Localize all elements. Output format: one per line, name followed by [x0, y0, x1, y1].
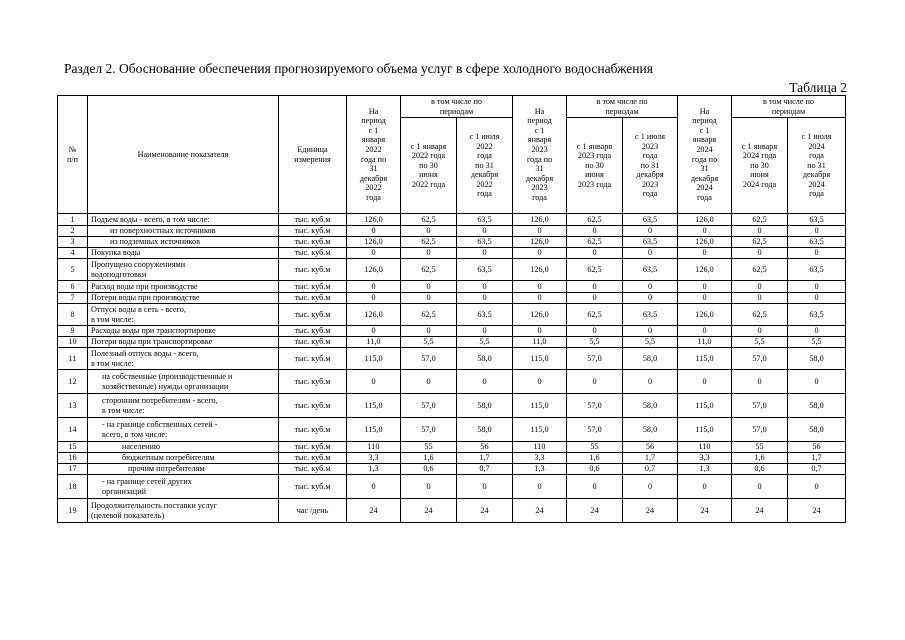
header-h2-2022: с 1 июля 2022 года по 31 декабря 2022 года [457, 118, 513, 214]
row-unit: тыс. куб.м [279, 475, 347, 499]
row-value: 126,0 [513, 304, 567, 326]
row-indicator-name: Расходы воды при транспортировке [88, 326, 279, 337]
row-unit: тыс. куб.м [279, 394, 347, 418]
row-value: 126,0 [678, 304, 732, 326]
row-number: 1 [58, 214, 88, 226]
row-value: 0 [788, 370, 846, 394]
row-value: 1,3 [347, 464, 401, 475]
row-value: 126,0 [347, 237, 401, 248]
row-value: 0,7 [457, 464, 513, 475]
row-value: 0,6 [567, 464, 623, 475]
row-value: 63,5 [623, 304, 678, 326]
header-period-2024: На период с 1 января 2024 года по 31 декабря 2024 года [678, 96, 732, 214]
row-unit: тыс. куб.м [279, 370, 347, 394]
row-value: 0,7 [788, 464, 846, 475]
row-value: 5,5 [457, 337, 513, 348]
table-row [58, 281, 846, 293]
row-value: 62,5 [567, 214, 623, 226]
row-indicator-name: Продолжительность поставки услуг (целевой показатель) [88, 499, 279, 523]
row-value: 0 [732, 226, 788, 237]
row-unit: тыс. куб.м [279, 453, 347, 464]
row-value: 11,0 [678, 337, 732, 348]
row-value: 1,7 [788, 453, 846, 464]
row-value: 115,0 [513, 418, 567, 442]
row-value: 63,5 [623, 259, 678, 281]
row-value: 0 [567, 226, 623, 237]
row-value: 24 [513, 499, 567, 523]
row-value: 57,0 [567, 394, 623, 418]
table-body [58, 214, 846, 523]
table-row [58, 326, 846, 337]
row-value: 58,0 [457, 394, 513, 418]
row-value: 24 [678, 499, 732, 523]
row-value: 5,5 [623, 337, 678, 348]
row-value: 0 [401, 475, 457, 499]
row-value: 0 [567, 293, 623, 304]
row-value: 126,0 [678, 214, 732, 226]
row-value: 0 [678, 475, 732, 499]
row-value: 0 [788, 226, 846, 237]
row-value: 126,0 [513, 237, 567, 248]
row-value: 55 [732, 442, 788, 453]
header-subgroup-2022: в том числе по периодам [401, 96, 513, 118]
row-number: 6 [58, 281, 88, 293]
row-value: 0 [732, 281, 788, 293]
row-value: 63,5 [457, 304, 513, 326]
row-number: 13 [58, 394, 88, 418]
row-number: 9 [58, 326, 88, 337]
row-number: 19 [58, 499, 88, 523]
row-value: 62,5 [401, 304, 457, 326]
table-row [58, 464, 846, 475]
row-unit: тыс. куб.м [279, 464, 347, 475]
row-value: 3,3 [513, 453, 567, 464]
row-value: 1,7 [457, 453, 513, 464]
row-value: 0 [347, 226, 401, 237]
row-value: 56 [788, 442, 846, 453]
row-indicator-name: на собственные (производственные и хозяйственные) нужды организации [88, 370, 279, 394]
row-value: 0,6 [401, 464, 457, 475]
row-value: 0 [678, 281, 732, 293]
row-number: 17 [58, 464, 88, 475]
row-value: 58,0 [623, 348, 678, 370]
row-value: 57,0 [401, 394, 457, 418]
header-h1-2023: с 1 января 2023 года по 30 июня 2023 года [567, 118, 623, 214]
row-value: 0 [788, 475, 846, 499]
row-value: 0 [732, 370, 788, 394]
row-value: 126,0 [347, 304, 401, 326]
row-unit: тыс. куб.м [279, 348, 347, 370]
row-value: 55 [401, 442, 457, 453]
row-indicator-name: прочим потребителям [88, 464, 279, 475]
row-value: 0 [401, 281, 457, 293]
row-value: 57,0 [732, 418, 788, 442]
row-value: 62,5 [401, 237, 457, 248]
row-number: 14 [58, 418, 88, 442]
row-value: 24 [457, 499, 513, 523]
row-value: 58,0 [788, 348, 846, 370]
table-row [58, 259, 846, 281]
row-value: 3,3 [678, 453, 732, 464]
row-value: 0 [732, 326, 788, 337]
row-unit: тыс. куб.м [279, 418, 347, 442]
table-label: Таблица 2 [789, 80, 847, 95]
row-value: 0 [678, 293, 732, 304]
row-value: 0 [567, 326, 623, 337]
row-value: 63,5 [623, 214, 678, 226]
header-h1-2024: с 1 января 2024 года по 30 июня 2024 года [732, 118, 788, 214]
row-value: 0 [347, 370, 401, 394]
table-row [58, 237, 846, 248]
header-subgroup-2023: в том числе по периодам [567, 96, 678, 118]
table-row [58, 475, 846, 499]
row-value: 62,5 [732, 304, 788, 326]
row-value: 24 [788, 499, 846, 523]
row-unit: тыс. куб.м [279, 281, 347, 293]
row-value: 0 [401, 293, 457, 304]
row-value: 24 [567, 499, 623, 523]
row-value: 0 [347, 475, 401, 499]
row-value: 1,6 [567, 453, 623, 464]
row-value: 63,5 [623, 237, 678, 248]
row-unit: тыс. куб.м [279, 326, 347, 337]
water-supply-table [57, 95, 846, 523]
row-value: 0 [567, 475, 623, 499]
row-number: 12 [58, 370, 88, 394]
row-value: 62,5 [401, 259, 457, 281]
row-value: 5,5 [567, 337, 623, 348]
row-value: 0 [788, 293, 846, 304]
row-value: 11,0 [513, 337, 567, 348]
row-value: 0 [457, 293, 513, 304]
table-row [58, 418, 846, 442]
row-value: 0 [678, 326, 732, 337]
row-value: 58,0 [788, 418, 846, 442]
row-number: 10 [58, 337, 88, 348]
row-value: 1,6 [732, 453, 788, 464]
table-row [58, 370, 846, 394]
row-value: 62,5 [567, 259, 623, 281]
row-value: 63,5 [788, 237, 846, 248]
row-indicator-name: Подъем воды - всего, в том числе: [88, 214, 279, 226]
row-indicator-name: - на границе собственных сетей - всего, в том числе: [88, 418, 279, 442]
row-number: 16 [58, 453, 88, 464]
section-heading: Раздел 2. Обоснование обеспечения прогнозируемого объема услуг в сфере холодного водоснабжения [64, 61, 653, 76]
row-value: 0 [401, 248, 457, 259]
row-value: 0 [678, 226, 732, 237]
row-value: 126,0 [678, 237, 732, 248]
row-value: 63,5 [788, 304, 846, 326]
row-value: 0 [788, 281, 846, 293]
row-value: 63,5 [457, 259, 513, 281]
row-value: 115,0 [347, 394, 401, 418]
row-value: 0 [513, 370, 567, 394]
row-value: 115,0 [513, 394, 567, 418]
row-indicator-name: Потери воды при транспортировке [88, 337, 279, 348]
table-row [58, 442, 846, 453]
row-value: 1,3 [513, 464, 567, 475]
row-value: 56 [623, 442, 678, 453]
row-number: 8 [58, 304, 88, 326]
row-value: 24 [623, 499, 678, 523]
row-value: 55 [567, 442, 623, 453]
row-value: 0 [623, 475, 678, 499]
row-value: 0 [347, 248, 401, 259]
row-value: 0 [401, 326, 457, 337]
row-value: 110 [513, 442, 567, 453]
row-value: 11,0 [347, 337, 401, 348]
table-row [58, 226, 846, 237]
row-unit: тыс. куб.м [279, 293, 347, 304]
row-value: 5,5 [401, 337, 457, 348]
row-value: 62,5 [732, 259, 788, 281]
row-value: 1,6 [401, 453, 457, 464]
row-value: 0 [457, 248, 513, 259]
row-value: 0 [678, 370, 732, 394]
row-unit: тыс. куб.м [279, 442, 347, 453]
row-value: 115,0 [678, 418, 732, 442]
row-value: 0 [788, 326, 846, 337]
table-row [58, 293, 846, 304]
row-value: 0 [623, 370, 678, 394]
row-indicator-name: Пропущено сооружениями водоподготовки [88, 259, 279, 281]
row-value: 57,0 [732, 394, 788, 418]
row-indicator-name: из поверхностных источников [88, 226, 279, 237]
header-h2-2024: с 1 июля 2024 года по 31 декабря 2024 года [788, 118, 846, 214]
row-value: 0 [623, 281, 678, 293]
row-value: 0 [457, 370, 513, 394]
header-h2-2023: с 1 июля 2023 года по 31 декабря 2023 года [623, 118, 678, 214]
row-value: 0,6 [732, 464, 788, 475]
row-value: 0 [513, 248, 567, 259]
row-value: 57,0 [567, 348, 623, 370]
row-value: 0 [457, 226, 513, 237]
row-value: 57,0 [401, 348, 457, 370]
table-row [58, 337, 846, 348]
row-value: 58,0 [623, 394, 678, 418]
row-value: 0 [347, 281, 401, 293]
row-value: 58,0 [788, 394, 846, 418]
row-unit: тыс. куб.м [279, 259, 347, 281]
header-subgroup-2024: в том числе по периодам [732, 96, 846, 118]
row-value: 0 [513, 226, 567, 237]
row-value: 0 [347, 326, 401, 337]
header-name: Наименование показателя [88, 96, 279, 214]
row-value: 24 [732, 499, 788, 523]
row-value: 0 [567, 281, 623, 293]
row-value: 0 [623, 293, 678, 304]
row-value: 126,0 [513, 259, 567, 281]
row-unit: тыс. куб.м [279, 337, 347, 348]
row-value: 115,0 [513, 348, 567, 370]
table-row [58, 394, 846, 418]
row-value: 0 [623, 248, 678, 259]
row-indicator-name: Отпуск воды в сеть - всего, в том числе: [88, 304, 279, 326]
row-value: 24 [401, 499, 457, 523]
row-value: 5,5 [788, 337, 846, 348]
row-number: 5 [58, 259, 88, 281]
row-indicator-name: населению [88, 442, 279, 453]
table-row [58, 453, 846, 464]
row-value: 0 [401, 226, 457, 237]
row-indicator-name: Покупка воды [88, 248, 279, 259]
row-value: 62,5 [732, 237, 788, 248]
row-number: 15 [58, 442, 88, 453]
row-value: 110 [347, 442, 401, 453]
table-row [58, 499, 846, 523]
row-indicator-name: из подземных источников [88, 237, 279, 248]
table-row [58, 304, 846, 326]
row-indicator-name: - на границе сетей других организаций [88, 475, 279, 499]
row-value: 126,0 [513, 214, 567, 226]
row-value: 115,0 [678, 394, 732, 418]
row-value: 126,0 [347, 259, 401, 281]
row-value: 0 [732, 475, 788, 499]
row-value: 0 [788, 248, 846, 259]
row-value: 62,5 [567, 304, 623, 326]
row-value: 0 [513, 326, 567, 337]
row-value: 63,5 [788, 259, 846, 281]
row-value: 0,7 [623, 464, 678, 475]
row-value: 0 [347, 293, 401, 304]
row-value: 0 [513, 293, 567, 304]
row-value: 58,0 [623, 418, 678, 442]
row-value: 0 [732, 248, 788, 259]
row-value: 0 [457, 475, 513, 499]
row-value: 56 [457, 442, 513, 453]
row-value: 0 [567, 370, 623, 394]
header-num: № п/п [58, 96, 88, 214]
table-row [58, 214, 846, 226]
header-period-2022: На период с 1 января 2022 года по 31 декабря 2022 года [347, 96, 401, 214]
row-value: 24 [347, 499, 401, 523]
row-value: 58,0 [457, 348, 513, 370]
row-unit: тыс. куб.м [279, 214, 347, 226]
row-unit: тыс. куб.м [279, 248, 347, 259]
row-number: 18 [58, 475, 88, 499]
header-h1-2022: с 1 января 2022 года по 30 июня 2022 года [401, 118, 457, 214]
row-value: 115,0 [678, 348, 732, 370]
row-unit: час /день [279, 499, 347, 523]
row-value: 62,5 [732, 214, 788, 226]
row-value: 0 [623, 226, 678, 237]
row-value: 57,0 [732, 348, 788, 370]
row-value: 63,5 [788, 214, 846, 226]
row-value: 0 [678, 248, 732, 259]
row-value: 0 [457, 326, 513, 337]
row-value: 5,5 [732, 337, 788, 348]
row-value: 0 [732, 293, 788, 304]
row-indicator-name: бюджетным потребителям [88, 453, 279, 464]
row-value: 0 [567, 248, 623, 259]
row-value: 57,0 [401, 418, 457, 442]
table-row [58, 348, 846, 370]
row-value: 58,0 [457, 418, 513, 442]
row-number: 11 [58, 348, 88, 370]
row-unit: тыс. куб.м [279, 226, 347, 237]
row-value: 0 [513, 475, 567, 499]
row-unit: тыс. куб.м [279, 304, 347, 326]
row-value: 0 [513, 281, 567, 293]
table-row [58, 248, 846, 259]
row-indicator-name: Потери воды при производстве [88, 293, 279, 304]
row-value: 110 [678, 442, 732, 453]
row-value: 63,5 [457, 237, 513, 248]
row-indicator-name: сторонним потребителям - всего, в том числе: [88, 394, 279, 418]
row-value: 63,5 [457, 214, 513, 226]
row-value: 1,7 [623, 453, 678, 464]
row-value: 1,3 [678, 464, 732, 475]
row-value: 126,0 [347, 214, 401, 226]
header-period-2023: На период с 1 января 2023 года по 31 декабря 2023 года [513, 96, 567, 214]
row-value: 126,0 [678, 259, 732, 281]
row-value: 62,5 [567, 237, 623, 248]
row-value: 62,5 [401, 214, 457, 226]
row-value: 0 [457, 281, 513, 293]
row-value: 115,0 [347, 418, 401, 442]
row-number: 2 [58, 226, 88, 237]
row-value: 115,0 [347, 348, 401, 370]
row-value: 0 [401, 370, 457, 394]
row-indicator-name: Расход воды при производстве [88, 281, 279, 293]
header-unit: Единица измерения [279, 96, 347, 214]
row-value: 3,3 [347, 453, 401, 464]
row-number: 7 [58, 293, 88, 304]
row-number: 3 [58, 237, 88, 248]
row-number: 4 [58, 248, 88, 259]
row-indicator-name: Полезный отпуск воды - всего, в том числе: [88, 348, 279, 370]
row-value: 0 [623, 326, 678, 337]
row-value: 57,0 [567, 418, 623, 442]
row-unit: тыс. куб.м [279, 237, 347, 248]
